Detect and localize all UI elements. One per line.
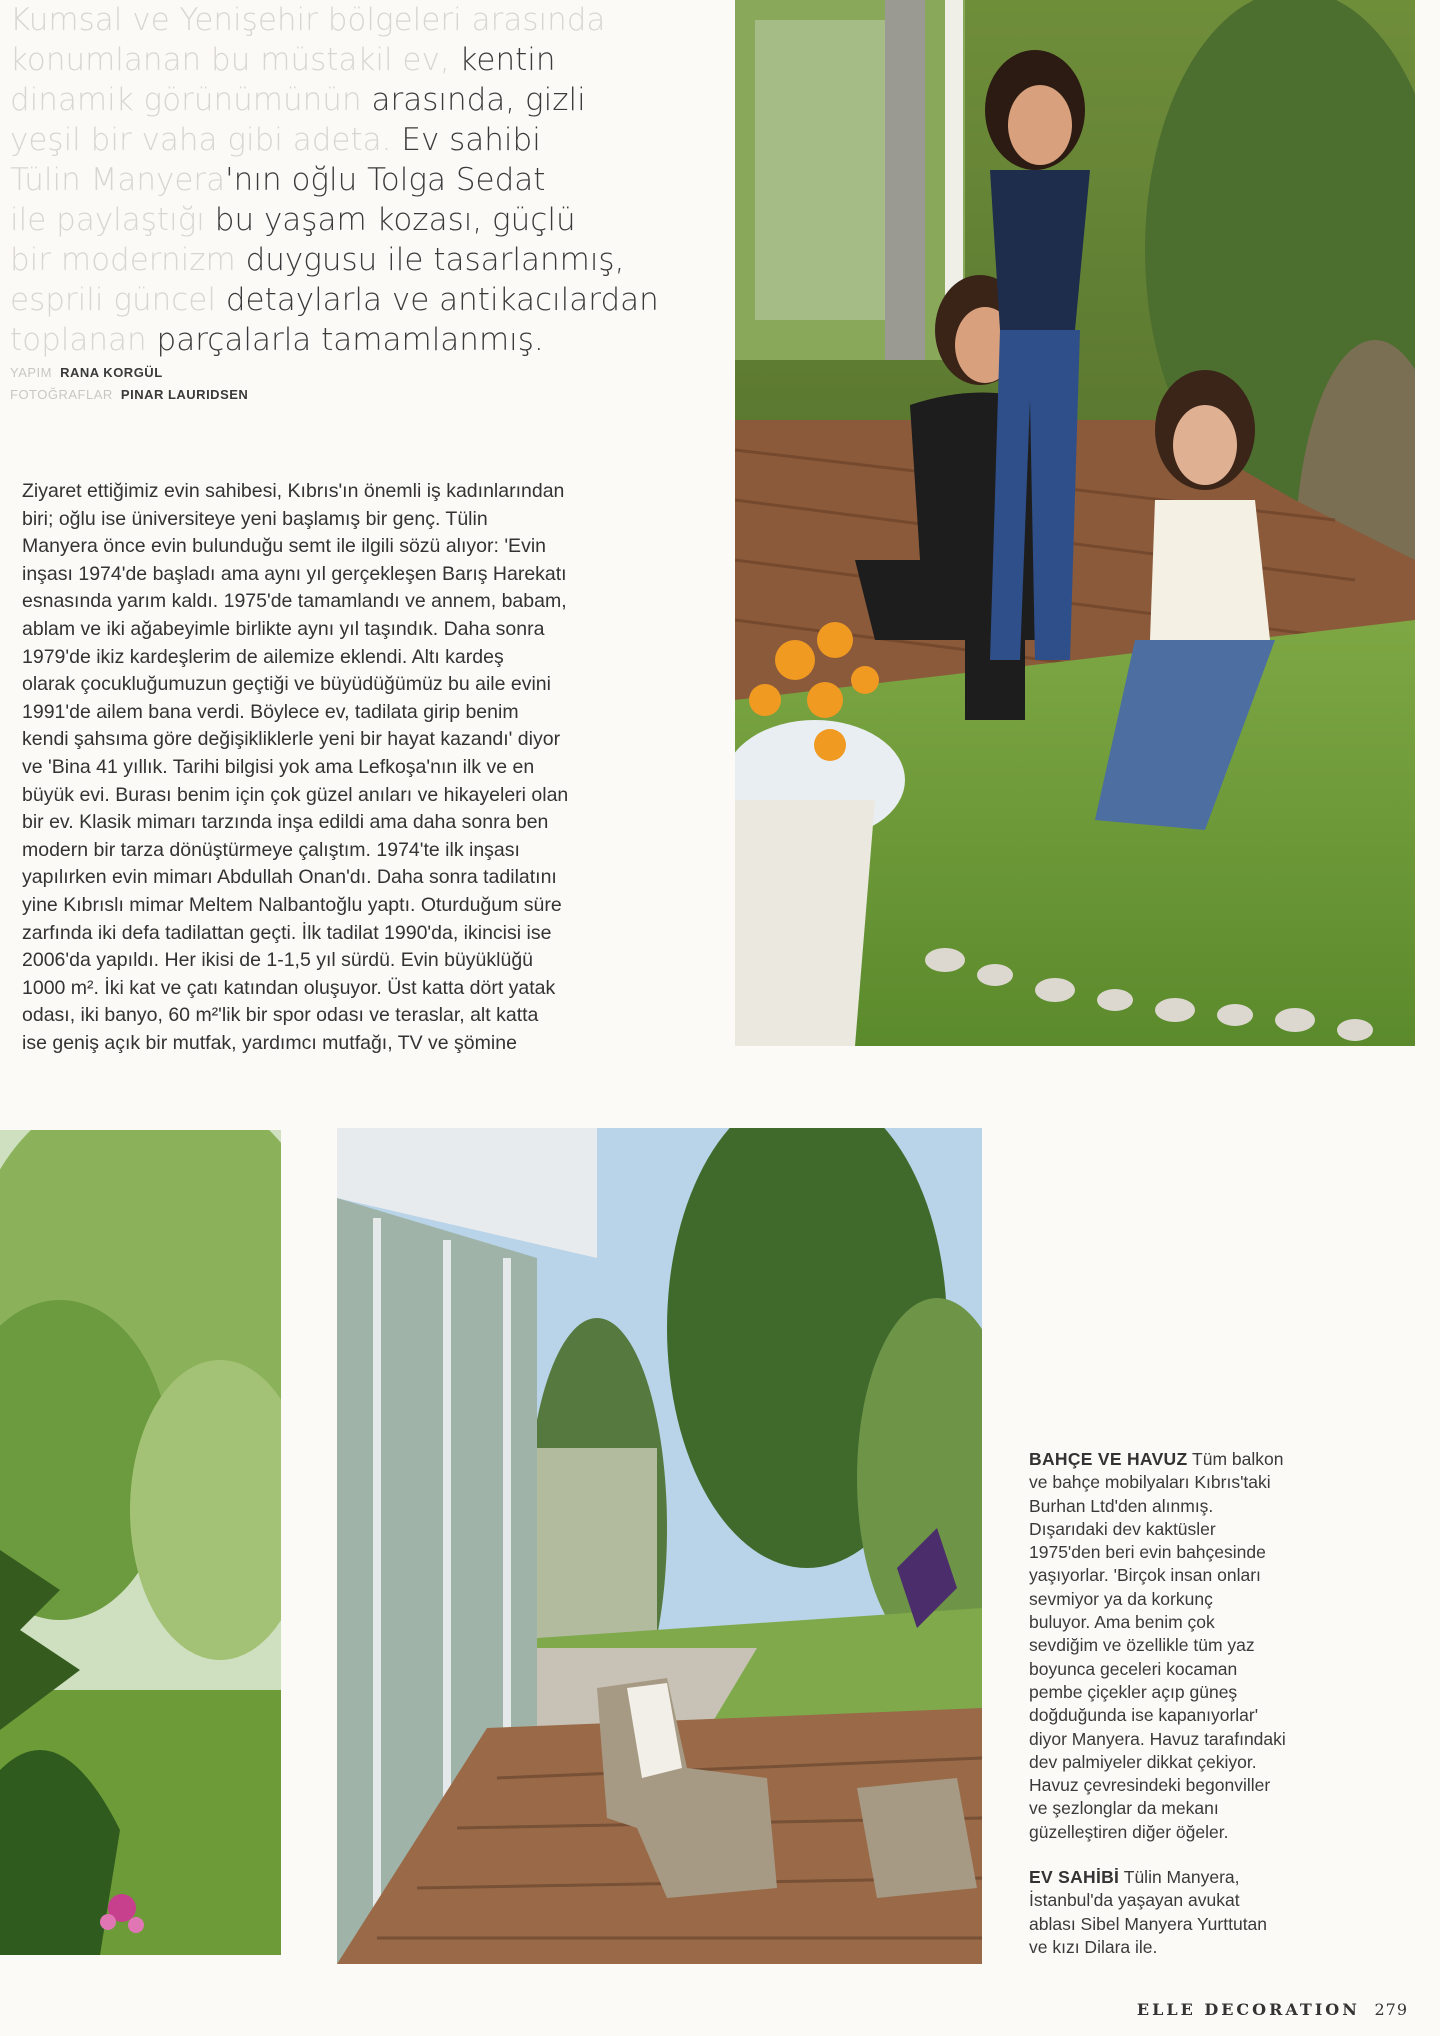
intro-line-text: 'nın oğlu Tolga Sedat (225, 162, 546, 198)
caption-line: buluyor. Ama benim çok (1029, 1612, 1215, 1633)
body-line: zarfında iki defa tadilattan geçti. İlk tadilat 1990'da, ikincisi ise (22, 921, 552, 944)
intro-line-text: detaylarla ve antikacılardan (215, 282, 659, 318)
intro-line-text: Ev sahibi (391, 122, 541, 158)
caption-text: Tülin Manyera, (1119, 1867, 1240, 1888)
credit-made-by-label: YAPIM (10, 365, 52, 380)
intro-deck (0, 0, 660, 360)
body-line: ablam ve iki ağabeyimle birlikte aynı yıl taşındık. Daha sonra (22, 617, 545, 640)
caption-garden (1029, 1448, 1349, 1844)
intro-line (10, 200, 660, 240)
credit-made-by (10, 362, 410, 384)
terrace-photo (337, 1128, 982, 1964)
intro-line-text: bu yaşam kozası, güçlü (204, 202, 576, 238)
caption-line: diyor Manyera. Havuz tarafındaki (1029, 1728, 1286, 1749)
caption-line: güzelleştiren diğer öğeler. (1029, 1821, 1229, 1842)
caption-line: pembe çiçekler açıp güneş (1029, 1681, 1238, 1702)
caption-text: Tüm balkon (1187, 1449, 1284, 1469)
body-line: 2006'da yapıldı. Her ikisi de 1-1,5 yıl sürdü. Evin büyüklüğü (22, 949, 534, 972)
credit-photos-name: PINAR LAURIDSEN (120, 387, 249, 402)
caption-gap (1029, 1844, 1349, 1866)
body-line: odası, iki banyo, 60 m²'lik bir spor odası ve teraslar, alt katta (22, 1004, 539, 1027)
intro-line-faded: yeşil bir vaha gibi adeta. (10, 122, 392, 158)
body-line: ve 'Bina 41 yıllık. Tarihi bilgisi yok ama Lefkoşa'nın ilk ve en (22, 755, 535, 778)
intro-line-faded: Tülin Manyera (10, 162, 226, 198)
caption-heading: BAHÇE VE HAVUZ (1029, 1449, 1188, 1469)
intro-line-faded: Kumsal ve Yenişehir bölgeleri arasında (10, 2, 606, 38)
intro-line-faded: ile paylaştığı (10, 202, 205, 238)
credit-made-by-name: RANA KORGÜL (60, 365, 163, 380)
caption-line: ve kızı Dilara ile. (1029, 1936, 1158, 1957)
intro-line (10, 0, 660, 40)
body-line: yine Kıbrıslı mimar Meltem Nalbantoğlu yaptı. Oturduğum süre (22, 893, 562, 916)
family-garden-photo (735, 0, 1415, 1046)
intro-line-text: kentin (449, 42, 556, 78)
caption-line: dev palmiyeler dikkat çekiyor. (1029, 1751, 1257, 1772)
intro-line-faded: esprili güncel (10, 282, 216, 318)
caption-line: ve bahçe mobilyaları Kıbrıs'taki (1029, 1472, 1271, 1493)
intro-line-faded: bir modernizm (10, 242, 236, 278)
intro-line (10, 320, 660, 360)
body-line: 1991'de ailem bana verdi. Böylece ev, tadilata girip benim (22, 700, 519, 723)
caption-line: 1975'den beri evin bahçesinde (1029, 1542, 1266, 1563)
credit-photos-label: FOTOĞRAFLAR (10, 387, 113, 402)
intro-line (10, 280, 660, 320)
intro-line (10, 240, 660, 280)
body-line: bir ev. Klasik mimarı tarzında inşa edildi ama daha sonra ben (22, 811, 549, 834)
body-line: biri; oğlu ise üniversiteye yeni başlamış bir genç. Tülin (22, 507, 488, 530)
body-line: Ziyaret ettiğimiz evin sahibesi, Kıbrıs'ın önemli iş kadınlarından (22, 480, 565, 502)
article-body (22, 478, 672, 1057)
caption-line: ve şezlonglar da mekanı (1029, 1798, 1219, 1819)
page-footer (1137, 2000, 1408, 2019)
intro-line (10, 80, 660, 120)
caption-line: İstanbul'da yaşayan avukat (1029, 1890, 1240, 1911)
caption-owner (1029, 1866, 1349, 1959)
intro-line (10, 120, 660, 160)
caption-line (1029, 1866, 1349, 1889)
intro-line-faded: konumlanan bu müstakil ev, (10, 42, 450, 78)
caption-line: Burhan Ltd'den alınmış. (1029, 1495, 1214, 1516)
intro-line-text: duygusu ile tasarlanmış, (235, 242, 625, 278)
body-line: ise geniş açık bir mutfak, yardımcı mutfağı, TV ve şömine (22, 1031, 517, 1054)
body-line: modern bir tarza dönüştürmeye çalıştım. 1974'te ilk inşası (22, 838, 520, 861)
caption-line: ablası Sibel Manyera Yurttutan (1029, 1913, 1268, 1934)
caption-block (1029, 1448, 1349, 1959)
caption-line: Havuz çevresindeki begonviller (1029, 1775, 1271, 1796)
body-line: esnasında yarım kaldı. 1975'de tamamlandı ve annem, babam, (22, 590, 567, 613)
intro-line-faded: dinamik görünümünün (10, 82, 362, 118)
body-line: inşası 1974'de başladı ama aynı yıl gerçekleşen Barış Harekatı (22, 562, 567, 585)
intro-line (10, 40, 660, 80)
caption-line: doğduğunda ise kapanıyorlar' (1029, 1705, 1259, 1726)
body-line: yapılırken evin mimarı Abdullah Onan'dı. Daha sonra tadilatını (22, 866, 557, 889)
magazine-name: ELLE DECORATION (1136, 2000, 1360, 2019)
body-line: kendi şahsıma göre değişikliklerle yeni bir hayat kazandı' diyor (22, 728, 561, 751)
body-line: büyük evi. Burası benim için çok güzel anıları ve hikayeleri olan (22, 783, 569, 806)
caption-line: sevdiğim ve özellikle tüm yaz (1029, 1635, 1255, 1656)
caption-line: Dışarıdaki dev kaktüsler (1029, 1518, 1216, 1539)
caption-line: boyunca geceleri kocaman (1029, 1658, 1238, 1679)
caption-heading: EV SAHİBİ (1029, 1867, 1120, 1888)
intro-line-text: arasında, gizli (361, 82, 586, 118)
body-line: olarak çocukluğumuzun geçtiği ve büyüdüğümüz bu aile evini (22, 673, 551, 696)
credit-photos (10, 384, 410, 406)
caption-line: yaşıyorlar. 'Birçok insan onları (1029, 1565, 1261, 1586)
caption-line (1029, 1448, 1349, 1471)
intro-line-text: parçalarla tamamlanmış. (146, 322, 544, 358)
garden-left-photo (0, 1130, 281, 1955)
intro-line-faded: toplanan (10, 322, 147, 358)
body-line: 1000 m². İki kat ve çatı katından oluşuyor. Üst katta dört yatak (22, 976, 556, 999)
body-line: 1979'de ikiz kardeşlerim de ailemize eklendi. Altı kardeş (22, 645, 504, 668)
credits (10, 362, 410, 406)
intro-line (10, 160, 660, 200)
body-line: Manyera önce evin bulunduğu semt ile ilgili sözü alıyor: 'Evin (22, 535, 546, 558)
page-number: 279 (1374, 2000, 1408, 2019)
caption-line: sevmiyor ya da korkunç (1029, 1588, 1213, 1609)
